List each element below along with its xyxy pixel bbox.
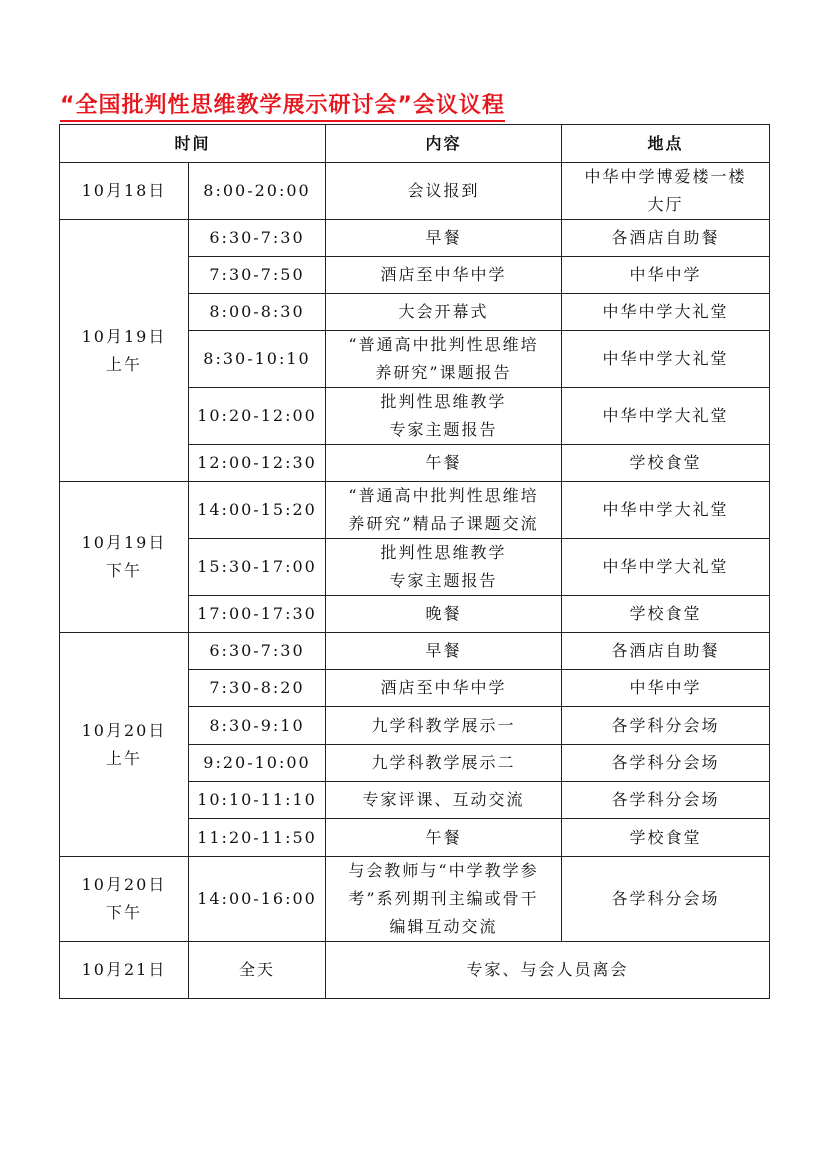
content-cell: 会议报到 — [326, 163, 562, 220]
place-cell: 中华中学大礼堂 — [562, 539, 770, 596]
content-cell: “普通高中批判性思维培 养研究”精品子课题交流 — [326, 482, 562, 539]
time-cell: 8:00-8:30 — [189, 294, 326, 331]
place-cell: 各学科分会场 — [562, 857, 770, 942]
time-cell: 9:20-10:00 — [189, 745, 326, 782]
place-cell: 各学科分会场 — [562, 745, 770, 782]
time-cell: 10:20-12:00 — [189, 388, 326, 445]
agenda-table — [59, 124, 770, 999]
time-cell: 14:00-15:20 — [189, 482, 326, 539]
time-cell: 11:20-11:50 — [189, 819, 326, 857]
time-cell: 8:00-20:00 — [189, 163, 326, 220]
place-cell: 各酒店自助餐 — [562, 633, 770, 670]
place-cell: 中华中学大礼堂 — [562, 482, 770, 539]
header-place: 地点 — [562, 125, 770, 163]
time-cell: 10:10-11:10 — [189, 782, 326, 819]
content-cell: 午餐 — [326, 445, 562, 482]
header-time: 时间 — [60, 125, 326, 163]
table-row — [60, 942, 770, 999]
table-row — [60, 633, 770, 670]
content-cell: “普通高中批判性思维培 养研究”课题报告 — [326, 331, 562, 388]
table-row — [60, 163, 770, 220]
table-row — [60, 857, 770, 942]
place-cell: 中华中学 — [562, 670, 770, 707]
content-cell: 晚餐 — [326, 596, 562, 633]
place-cell: 学校食堂 — [562, 445, 770, 482]
place-cell: 中华中学大礼堂 — [562, 388, 770, 445]
content-cell: 酒店至中华中学 — [326, 257, 562, 294]
content-cell: 九学科教学展示一 — [326, 707, 562, 745]
content-cell: 与会教师与“中学教学参 考”系列期刊主编或骨干 编辑互动交流 — [326, 857, 562, 942]
place-cell: 学校食堂 — [562, 596, 770, 633]
content-cell: 早餐 — [326, 220, 562, 257]
date-cell: 10月20日 上午 — [60, 633, 189, 857]
place-cell: 各学科分会场 — [562, 707, 770, 745]
content-cell: 早餐 — [326, 633, 562, 670]
place-cell: 各酒店自助餐 — [562, 220, 770, 257]
time-cell: 7:30-7:50 — [189, 257, 326, 294]
table-header-row — [60, 125, 770, 163]
table-row — [60, 220, 770, 257]
content-cell: 大会开幕式 — [326, 294, 562, 331]
time-cell: 6:30-7:30 — [189, 633, 326, 670]
place-cell: 中华中学大礼堂 — [562, 294, 770, 331]
date-cell: 10月19日 上午 — [60, 220, 189, 482]
content-cell: 专家评课、互动交流 — [326, 782, 562, 819]
content-cell: 批判性思维教学 专家主题报告 — [326, 539, 562, 596]
content-cell: 专家、与会人员离会 — [326, 942, 770, 999]
date-cell: 10月18日 — [60, 163, 189, 220]
time-cell: 14:00-16:00 — [189, 857, 326, 942]
place-cell: 中华中学 — [562, 257, 770, 294]
content-cell: 批判性思维教学 专家主题报告 — [326, 388, 562, 445]
content-cell: 酒店至中华中学 — [326, 670, 562, 707]
date-cell: 10月21日 — [60, 942, 189, 999]
time-cell: 12:00-12:30 — [189, 445, 326, 482]
time-cell: 6:30-7:30 — [189, 220, 326, 257]
time-cell: 15:30-17:00 — [189, 539, 326, 596]
date-cell: 10月19日 下午 — [60, 482, 189, 633]
header-content: 内容 — [326, 125, 562, 163]
place-cell: 学校食堂 — [562, 819, 770, 857]
page-title: “全国批判性思维教学展示研讨会”会议议程 — [60, 92, 505, 122]
place-cell: 中华中学大礼堂 — [562, 331, 770, 388]
table-row — [60, 482, 770, 539]
time-cell: 17:00-17:30 — [189, 596, 326, 633]
time-cell: 7:30-8:20 — [189, 670, 326, 707]
time-cell: 8:30-9:10 — [189, 707, 326, 745]
content-cell: 九学科教学展示二 — [326, 745, 562, 782]
content-cell: 午餐 — [326, 819, 562, 857]
place-cell: 中华中学博爱楼一楼 大厅 — [562, 163, 770, 220]
time-cell: 全天 — [189, 942, 326, 999]
place-cell: 各学科分会场 — [562, 782, 770, 819]
date-cell: 10月20日 下午 — [60, 857, 189, 942]
time-cell: 8:30-10:10 — [189, 331, 326, 388]
